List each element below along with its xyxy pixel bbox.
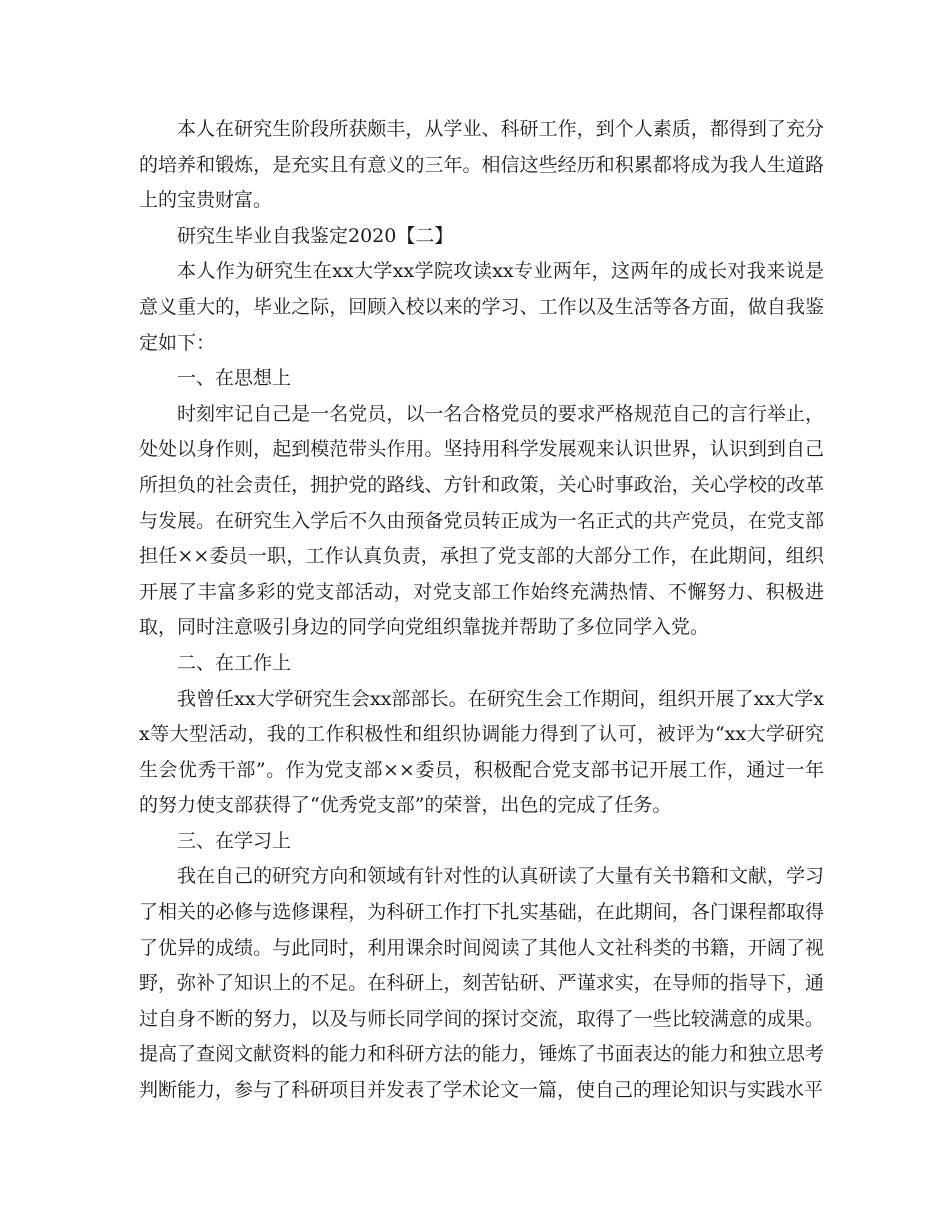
- paragraph-summary: 本人在研究生阶段所获颇丰，从学业、科研工作，到个人素质，都得到了充分的培养和锻炼，是充实且有意义的三年。相信这些经历和积累都将成为我人生道路上的宝贵财富。: [139, 118, 824, 212]
- paragraph-study: 我在自己的研究方向和领域有针对性的认真研读了大量有关书籍和文献，学习了相关的必修与选修课程，为科研工作打下扎实基础，在此期间，各门课程都取得了优异的成绩。与此同时，利用课余时间阅读了其他人文社科类的书籍，开阔了视野，弥补了知识上的不足。在科研上，刻苦钻研、严谨求实，在导师的指导下，通过自身不断的努力，以及与师长同学间的探讨交流，取得了一些比较满意的成果。提高了查阅文献资料的能力和科研方法的能力，锤炼了书面表达的能力和独立思考判断能力，参与了科研项目并发表了学术论文一篇，使自己的理论知识与实践水平: [139, 865, 824, 1102]
- heading-thought: 一、在思想上: [177, 367, 292, 390]
- document-page: [139, 112, 824, 1109]
- heading-study: 三、在学习上: [177, 829, 292, 852]
- heading-work: 二、在工作上: [177, 651, 292, 674]
- paragraph-thought: 时刻牢记自己是一名党员，以一名合格党员的要求严格规范自己的言行举止，处处以身作则，起到模范带头作用。坚持用科学发展观来认识世界，认识到到自己所担负的社会责任，拥护党的路线、方针和政策，关心时事政治，关心学校的改革与发展。在研究生入学后不久由预备党员转正成为一名正式的共产党员，在党支部担任××委员一职，工作认真负责，承担了党支部的大部分工作，在此期间，组织开展了丰富多彩的党支部活动，对党支部工作始终充满热情、不懈努力、积极进取，同时注意吸引身边的同学向党组织靠拢并帮助了多位同学入党。: [139, 402, 824, 639]
- section-title: 研究生毕业自我鉴定2020【二】: [177, 224, 454, 247]
- paragraph-intro: 本人作为研究生在xx大学xx学院攻读xx专业两年，这两年的成长对我来说是意义重大的，毕业之际，回顾入校以来的学习、工作以及生活等各方面，做自我鉴定如下：: [139, 260, 824, 354]
- paragraph-work: 我曾任xx大学研究生会xx部部长。在研究生会工作期间，组织开展了xx大学xx等大型活动，我的工作积极性和组织协调能力得到了认可，被评为“xx大学研究生会优秀干部”。作为党支部××委员，积极配合党支部书记开展工作，通过一年的努力使支部获得了“优秀党支部”的荣誉，出色的完成了任务。: [139, 687, 824, 817]
